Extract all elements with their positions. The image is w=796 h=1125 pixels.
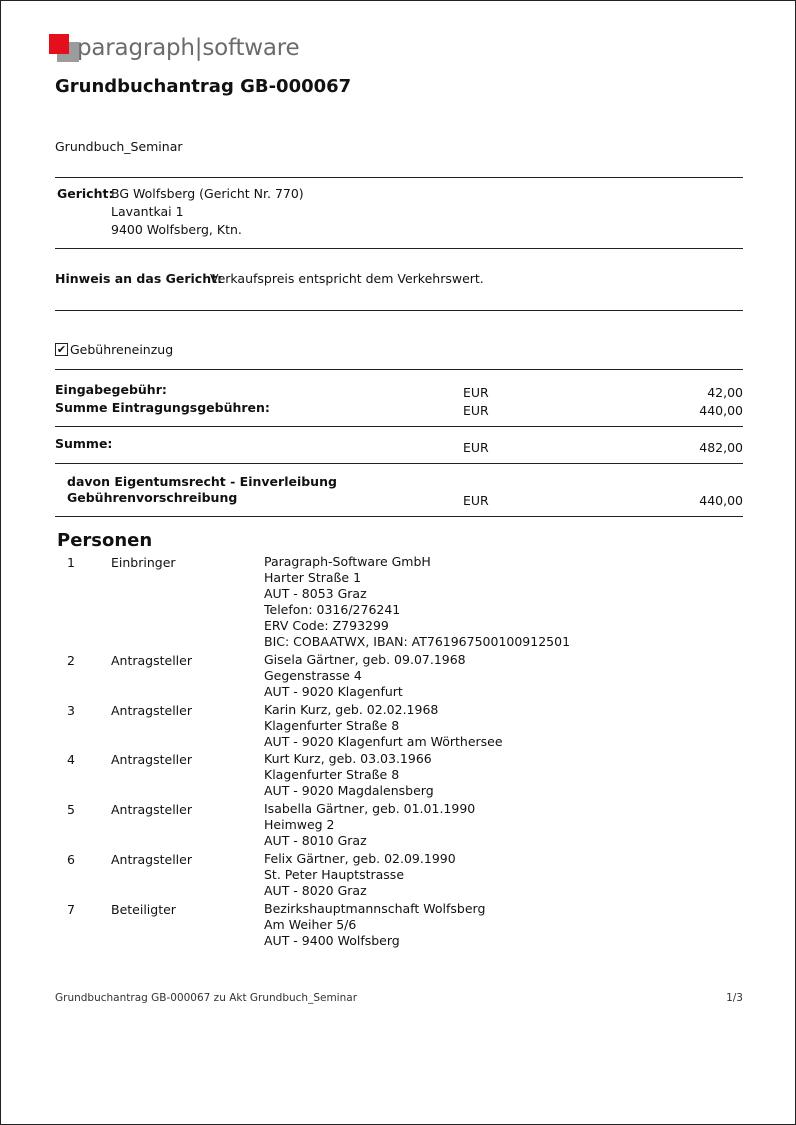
divider [55, 177, 743, 178]
person-role: Beteiligter [111, 902, 176, 917]
person-role: Einbringer [111, 555, 176, 570]
divider [55, 426, 743, 427]
eingabegebuehr-label: Eingabegebühr: [55, 382, 167, 397]
person-address [264, 751, 434, 799]
personen-heading: Personen [57, 530, 153, 551]
person-address-line: Paragraph-Software GmbH [264, 554, 431, 569]
person-address-line: Am Weiher 5/6 [264, 917, 357, 932]
logo-mark-icon [49, 34, 79, 62]
person-role: Antragsteller [111, 703, 192, 718]
person-role: Antragsteller [111, 752, 192, 767]
person-address-line: Klagenfurter Straße 8 [264, 767, 400, 782]
person-address [264, 702, 503, 750]
person-number: 3 [67, 703, 75, 718]
person-address-line: Karin Kurz, geb. 02.02.1968 [264, 702, 439, 717]
person-address-line: Kurt Kurz, geb. 03.03.1966 [264, 751, 432, 766]
davon-line-1: davon Eigentumsrecht - Einverleibung [67, 474, 337, 489]
eintragungsgebuehren-currency: EUR [463, 403, 489, 418]
person-address-line: Gisela Gärtner, geb. 09.07.1968 [264, 652, 466, 667]
person-address [264, 901, 485, 949]
gericht-line-2: Lavantkai 1 [111, 204, 184, 219]
akt-name: Grundbuch_Seminar [55, 139, 183, 154]
divider [55, 463, 743, 464]
eingabegebuehr-amount: 42,00 [707, 385, 743, 400]
person-role: Antragsteller [111, 653, 192, 668]
logo-text: paragraph|software [77, 35, 300, 61]
footer-text: Grundbuchantrag GB-000067 zu Akt Grundbuch_Seminar [55, 992, 358, 1004]
person-address-line: Harter Straße 1 [264, 570, 362, 585]
person-address-line: Felix Gärtner, geb. 02.09.1990 [264, 851, 456, 866]
person-address-line: AUT - 9020 Klagenfurt am Wörthersee [264, 734, 503, 749]
person-address-line: Telefon: 0316/276241 [264, 602, 401, 617]
summe-label: Summe: [55, 436, 113, 451]
gericht-line-1: BG Wolfsberg (Gericht Nr. 770) [111, 186, 304, 201]
person-address-line: AUT - 8010 Graz [264, 833, 367, 848]
person-number: 5 [67, 802, 75, 817]
divider [55, 310, 743, 311]
person-address [264, 554, 570, 650]
divider [55, 248, 743, 249]
person-address-line: Klagenfurter Straße 8 [264, 718, 400, 733]
person-role: Antragsteller [111, 802, 192, 817]
hinweis-text: Verkaufspreis entspricht dem Verkehrswert. [210, 271, 484, 286]
person-address-line: St. Peter Hauptstrasse [264, 867, 405, 882]
gebuehreneinzug-checkbox[interactable]: ✔ [56, 343, 67, 356]
person-address-line: Gegenstrasse 4 [264, 668, 362, 683]
hinweis-label: Hinweis an das Gericht: [55, 271, 223, 286]
person-address-line: Heimweg 2 [264, 817, 335, 832]
person-address-line: BIC: COBAATWX, IBAN: AT761967500100912501 [264, 634, 571, 649]
davon-line-2: Gebührenvorschreibung [67, 490, 238, 505]
person-number: 6 [67, 852, 75, 867]
person-role: Antragsteller [111, 852, 192, 867]
summe-amount: 482,00 [699, 440, 743, 455]
person-number: 2 [67, 653, 75, 668]
davon-currency: EUR [463, 493, 489, 508]
person-address-line: Isabella Gärtner, geb. 01.01.1990 [264, 801, 476, 816]
gericht-line-3: 9400 Wolfsberg, Ktn. [111, 222, 242, 237]
eintragungsgebuehren-amount: 440,00 [699, 403, 743, 418]
person-address [264, 652, 466, 700]
eingabegebuehr-currency: EUR [463, 385, 489, 400]
gericht-label: Gericht: [57, 186, 114, 201]
person-number: 1 [67, 555, 75, 570]
davon-amount: 440,00 [699, 493, 743, 508]
person-address-line: Bezirkshauptmannschaft Wolfsberg [264, 901, 486, 916]
person-address-line: AUT - 9020 Magdalensberg [264, 783, 434, 798]
person-number: 4 [67, 752, 75, 767]
person-address-line: AUT - 8020 Graz [264, 883, 367, 898]
eintragungsgebuehren-label: Summe Eintragungsgebühren: [55, 400, 270, 415]
person-address-line: AUT - 9020 Klagenfurt [264, 684, 403, 699]
person-number: 7 [67, 902, 75, 917]
divider [55, 516, 743, 517]
person-address-line: AUT - 8053 Graz [264, 586, 367, 601]
gebuehreneinzug-label: Gebühreneinzug [70, 342, 174, 357]
person-address-line: ERV Code: Z793299 [264, 618, 389, 633]
person-address [264, 801, 475, 849]
page-title: Grundbuchantrag GB-000067 [55, 76, 352, 97]
divider [55, 369, 743, 370]
page-number: 1/3 [726, 992, 743, 1004]
person-address [264, 851, 456, 899]
person-address-line: AUT - 9400 Wolfsberg [264, 933, 400, 948]
summe-currency: EUR [463, 440, 489, 455]
